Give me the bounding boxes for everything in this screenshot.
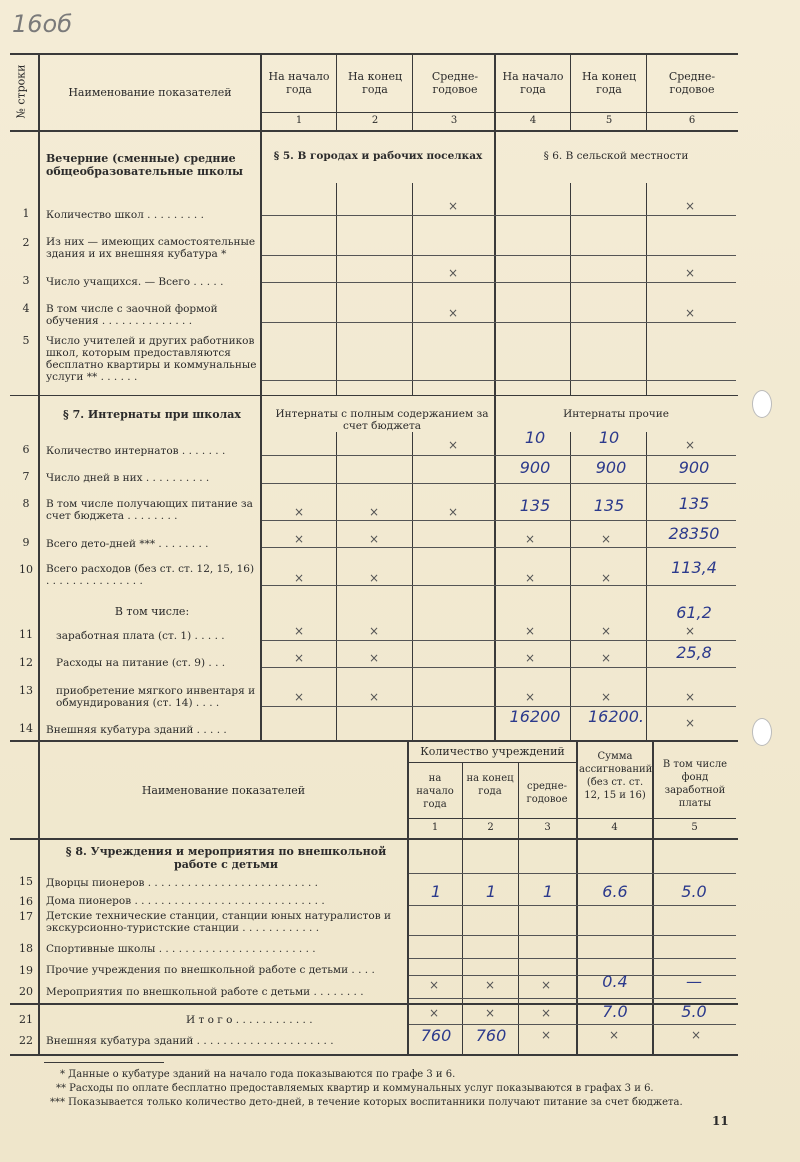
x-mark: × [684,266,696,280]
bottom-col-header-2: на конец года [466,773,514,797]
x-mark: × [684,438,696,452]
x-mark: × [447,199,459,213]
hw-r6-c5: 10 [598,428,620,447]
row-label-11: заработная плата (ст. 1) . . . . . [56,630,225,642]
hw-r10-c6: 113,4 [671,558,717,577]
col-header-6: Средне-годовое [668,70,716,96]
row-number-1: 1 [22,207,30,220]
section-7-title: § 7. Интернаты при школах [63,408,241,421]
row-label-10: Всего расходов (без ст. ст. 12, 15, 16) . . . . . . . . . . . . . . . [46,563,255,587]
row-number-4: 4 [22,302,30,315]
hw-r8-c4: 135 [519,496,551,515]
bottom-col-num-1: 1 [431,822,439,833]
hw-r8-c5: 135 [593,496,625,515]
x-mark: × [293,651,305,665]
hw-r9-c6: 28350 [668,524,720,543]
x-mark: × [293,571,305,585]
row-number-21: 21 [19,1013,33,1026]
x-mark: × [524,651,536,665]
row-label-15: Дворцы пионеров . . . . . . . . . . . . . . . . . . . . . . . . . . [46,877,318,889]
col-num-2: 2 [371,115,379,126]
row-label-22: Внешняя кубатура зданий . . . . . . . . . . . . . . . . . . . . . [46,1035,334,1047]
hw-r21-c4: 7.0 [602,1002,628,1021]
hw-r7-c4: 900 [519,458,551,477]
x-mark: × [293,624,305,638]
footnote-2: ** Расходы по оплате бесплатно предоставляемых квартир и коммунальных услуг показываются в графах 3 и 6. [56,1083,654,1094]
corner-note: 16об [12,10,73,38]
bottom-name-header: Наименование показателей [141,784,306,797]
x-mark: × [600,651,612,665]
row-number-22: 22 [19,1034,33,1047]
x-mark: × [484,978,496,992]
x-mark: × [447,266,459,280]
bottom-col-num-2: 2 [487,822,494,833]
row-label-9: Всего дето-дней *** . . . . . . . . [46,538,209,550]
x-mark: × [484,1006,496,1020]
x-mark: × [368,505,380,519]
x-mark: × [368,532,380,546]
row-number-7: 7 [22,470,30,483]
row-label-21: И т о г о . . . . . . . . . . . . [186,1014,313,1026]
row-label-12: Расходы на питание (ст. 9) . . . [56,657,226,669]
page-number: 11 [712,1114,729,1128]
hw-r12-c6: 25,8 [676,643,712,662]
footnote-1: * Данные о кубатуре зданий на начало года показываются по графе 3 и 6. [60,1069,456,1080]
col-header-4: На начало года [502,70,564,96]
x-mark: × [428,1006,440,1020]
row-number-12: 12 [19,656,33,669]
x-mark: × [524,690,536,704]
hw-r7-c5: 900 [595,458,627,477]
internat-other-header: Интернаты прочие [563,408,669,420]
punch-hole-bottom [752,718,772,746]
col-header-2: На конец года [347,70,403,96]
x-mark: × [540,1006,552,1020]
x-mark: × [684,690,696,704]
row-number-15: 15 [19,875,33,888]
hw-r16-c2: 1 [485,882,497,901]
row-number-14: 14 [19,722,33,735]
x-mark: × [540,978,552,992]
col-num-3: 3 [450,115,458,126]
x-mark: × [600,624,612,638]
x-mark: × [368,651,380,665]
col-num-1: 1 [295,115,303,126]
x-mark: × [524,532,536,546]
footnote-3: *** Показывается только количество дето-дней, в течение которых воспитанники получают питание за счет бюджета. [50,1097,683,1108]
section-6-title: § 6. В сельской местности [543,150,689,162]
bottom-col-header-3: средне-годовое [526,781,568,805]
row-number-20: 20 [19,985,33,998]
hw-r14-c4: 16200 [509,707,561,726]
row-label-14: Внешняя кубатура зданий . . . . . [46,724,227,736]
row-number-17: 17 [19,910,33,923]
row-label-16: Дома пионеров . . . . . . . . . . . . . . . . . . . . . . . . . . . . . [46,895,325,907]
row-number-5: 5 [22,334,30,347]
hw-r14-c5: 16200. [588,707,644,726]
row-number-18: 18 [19,942,33,955]
hw-r16-c5: 5.0 [681,882,707,901]
row-number-11: 11 [19,628,33,641]
hw-r16-c4: 6.6 [602,882,628,901]
x-mark: × [600,690,612,704]
bottom-col-num-5: 5 [691,822,698,833]
row-label-17: Детские технические станции, станции юных натуралистов и экскурсионно-туристские станции . . . . . . . . . . . . [46,910,391,934]
row-label-13: приобретение мягкого инвентаря и обмундирования (ст. 14) . . . . [56,685,256,709]
x-mark: × [293,532,305,546]
x-mark: × [447,438,459,452]
row-label-4: В том числе с заочной формой обучения . . . . . . . . . . . . . . [46,303,218,327]
x-mark: × [293,505,305,519]
x-mark: × [428,978,440,992]
hw-r22-c2: 760 [475,1026,507,1045]
hw-r16-c3: 1 [542,882,554,901]
bottom-col-num-4: 4 [611,822,618,833]
col-header-1: На начало года [268,70,330,96]
row-number-6: 6 [22,443,30,456]
row-number-10: 10 [19,563,33,576]
section-5-title: § 5. В городах и рабочих поселках [273,150,483,162]
hw-r6-c4: 10 [524,428,546,447]
row-number-header: № строки [14,64,28,119]
col-num-6: 6 [688,115,696,126]
row-number-19: 19 [19,964,33,977]
hw-r8-c6: 135 [678,494,710,513]
row-label-6: Количество интернатов . . . . . . . [46,445,226,457]
row-label-18: Спортивные школы . . . . . . . . . . . . . . . . . . . . . . . . [46,943,316,955]
row-label-19: Прочие учреждения по внешкольной работе с детьми . . . . [46,964,375,976]
x-mark: × [447,505,459,519]
x-mark: × [447,306,459,320]
x-mark: × [684,716,696,730]
col-header-5: На конец года [581,70,637,96]
row-number-16: 16 [19,895,33,908]
x-mark: × [684,624,696,638]
hw-r20-c4: 0.4 [602,972,628,991]
row-label-3: Число учащихся. — Всего . . . . . [46,276,224,288]
x-mark: × [540,1028,552,1042]
hw-r22-c1: 760 [420,1026,452,1045]
col-num-4: 4 [529,115,537,126]
row-number-13: 13 [19,684,33,697]
row-label-7: Число дней в них . . . . . . . . . . [46,472,210,484]
punch-hole-top [752,390,772,418]
bottom-col-header-5: В том числе фонд заработной платы [662,759,728,809]
x-mark: × [293,690,305,704]
row-number-9: 9 [22,536,30,549]
x-mark: × [684,306,696,320]
row-label-8: В том числе получающих питание за счет бюджета . . . . . . . . [46,498,253,522]
in-that-number-label: В том числе: [114,605,190,618]
x-mark: × [684,199,696,213]
row-number-8: 8 [22,497,30,510]
x-mark: × [368,690,380,704]
indicator-name-header: Наименование показателей [68,86,232,99]
row-label-1: Количество школ . . . . . . . . . [46,209,204,221]
row-label-20: Мероприятия по внешкольной работе с детьми . . . . . . . . [46,986,364,998]
section-8-title: § 8. Учреждения и мероприятия по внешкольной работе с детьми [65,845,387,871]
x-mark: × [600,532,612,546]
col-header-3: Средне-годовое [431,70,479,96]
x-mark: × [524,571,536,585]
x-mark: × [524,624,536,638]
bottom-col-header-4: Сумма ассигнований (без ст. ст. 12, 15 и 16) [579,751,653,801]
x-mark: × [690,1028,702,1042]
hw-r11-c6: 61,2 [676,603,712,622]
x-mark: × [368,624,380,638]
institution-count-header: Количество учреждений [420,745,565,758]
hw-r7-c6: 900 [678,458,710,477]
x-mark: × [600,571,612,585]
hw-r21-c5: 5.0 [681,1002,707,1021]
row-label-2: Из них — имеющих самостоятельные здания и их внешняя кубатура * [46,236,256,260]
row-number-2: 2 [22,236,30,249]
internat-full-header: Интернаты с полным содержанием за счет бюджета [275,408,489,432]
x-mark: × [368,571,380,585]
hw-r16-c1: 1 [430,882,442,901]
bottom-col-num-3: 3 [544,822,551,833]
evening-schools-title: Вечерние (сменные) средние общеобразовательные школы [46,152,244,178]
x-mark: × [608,1028,620,1042]
row-number-3: 3 [22,274,30,287]
col-num-5: 5 [605,115,613,126]
row-label-5: Число учителей и других работников школ, которым предоставляются бесплатно квартиры и коммунальные услуги ** . . . . . . [46,335,257,383]
hw-r20-c5: — [686,972,702,991]
bottom-col-header-1: на начало года [416,773,454,810]
